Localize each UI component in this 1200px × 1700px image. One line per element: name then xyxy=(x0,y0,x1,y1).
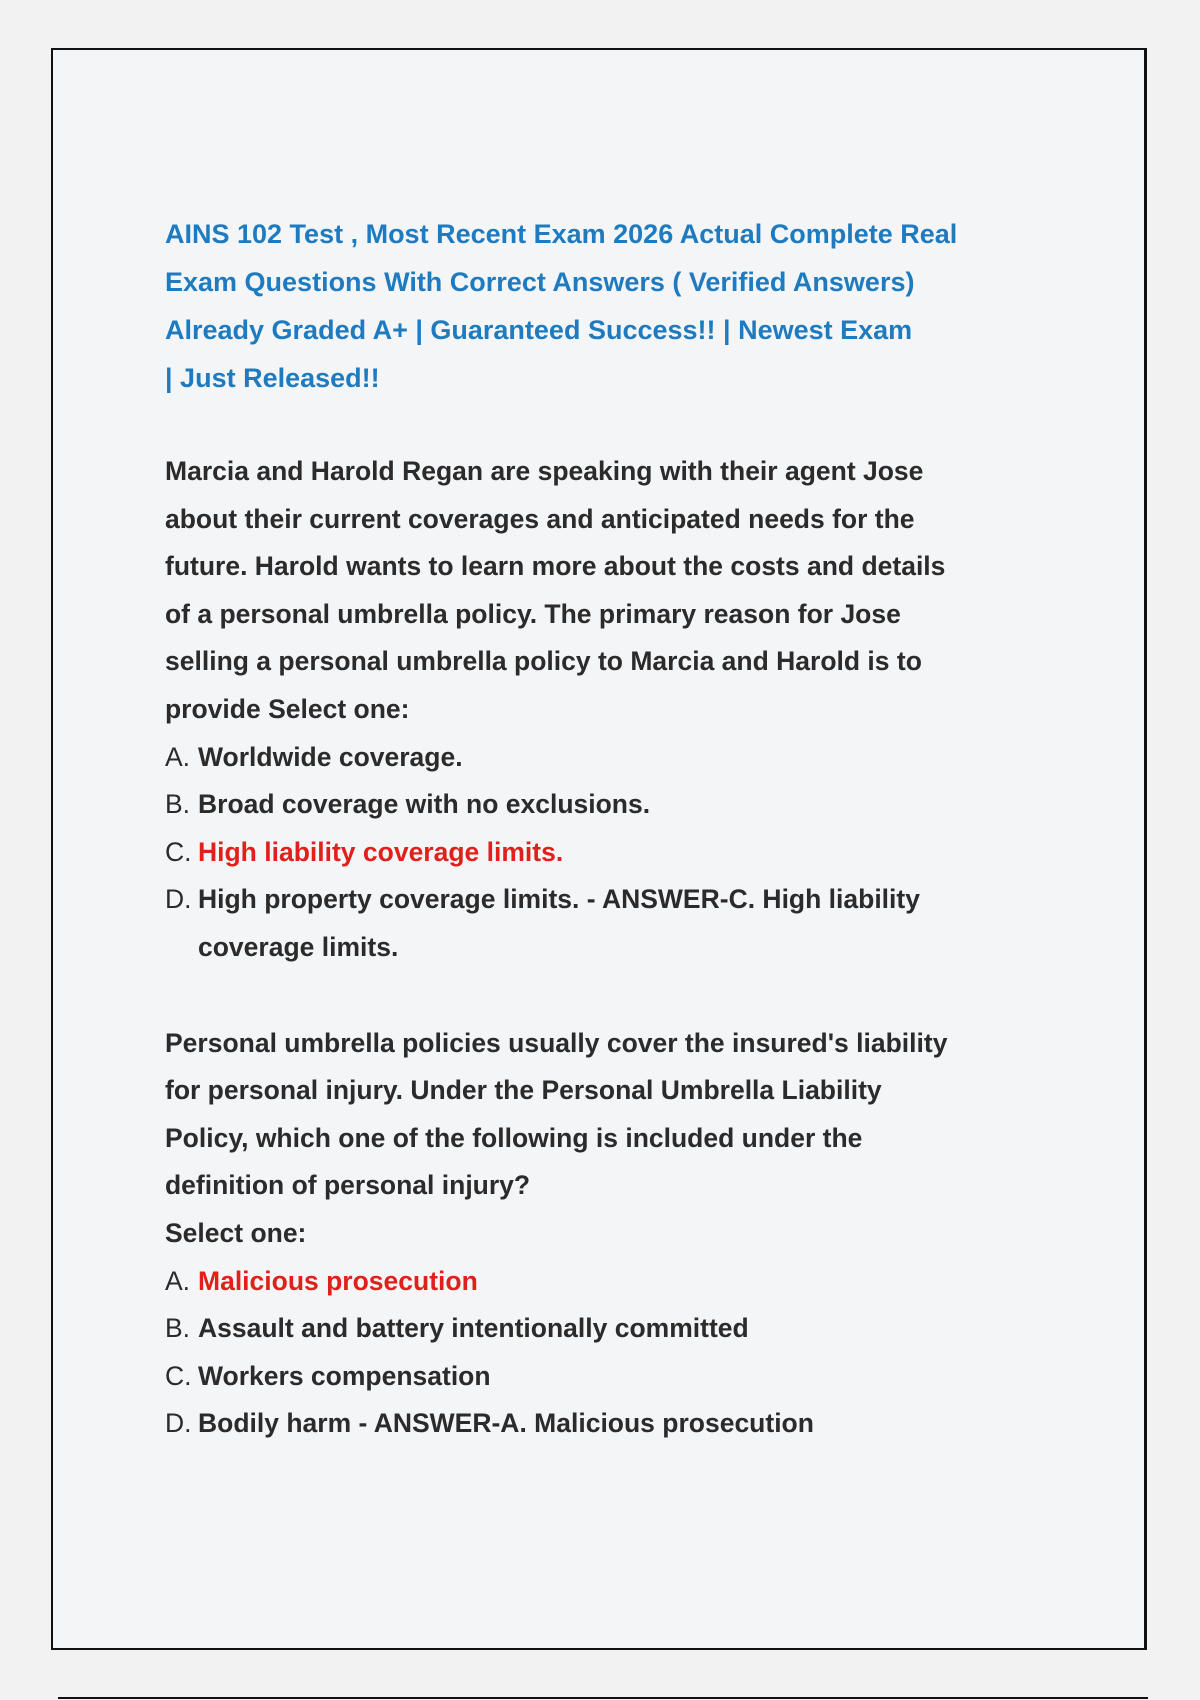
option-text: Assault and battery intentionally committed xyxy=(198,1313,749,1344)
stem-line: Personal umbrella policies usually cover the insured's liability xyxy=(165,1027,948,1058)
title-line: | Just Released!! xyxy=(165,363,380,393)
question-1 xyxy=(165,448,1115,972)
stem-line: Marcia and Harold Regan are speaking with their agent Jose xyxy=(165,456,924,486)
option-letter: D. xyxy=(165,884,192,915)
stem-line: selling a personal umbrella policy to Marcia and Harold is to xyxy=(165,646,922,677)
correct-option-text: High liability coverage limits. xyxy=(198,836,564,867)
stem-line: of a personal umbrella policy. The primary reason for Jose xyxy=(165,598,901,629)
document-title xyxy=(165,210,1115,402)
stem-line: future. Harold wants to learn more about the costs and details xyxy=(165,551,946,582)
option-text: Bodily harm - ANSWER-A. Malicious prosecution xyxy=(198,1408,814,1439)
option-a xyxy=(165,734,1115,782)
stem-line: provide Select one: xyxy=(165,693,410,724)
option-letter: C. xyxy=(165,836,192,867)
question-1-stem xyxy=(165,448,1115,734)
option-letter: A. xyxy=(165,741,191,772)
title-line: Exam Questions With Correct Answers ( Verified Answers) xyxy=(165,267,915,297)
page-bottom-rule xyxy=(58,1697,1148,1699)
title-line: AINS 102 Test , Most Recent Exam 2026 Actual Complete Real xyxy=(165,219,958,249)
question-2 xyxy=(165,1020,1115,1448)
option-text-line: High property coverage limits. - ANSWER-C. High liability xyxy=(198,884,920,915)
stem-line: about their current coverages and anticipated needs for the xyxy=(165,503,915,534)
option-letter: C. xyxy=(165,1360,192,1391)
document-page xyxy=(51,48,1147,1650)
option-letter: B. xyxy=(165,789,191,820)
option-letter: A. xyxy=(165,1265,191,1296)
option-b xyxy=(165,1305,1115,1353)
option-letter: B. xyxy=(165,1313,191,1344)
option-text: Broad coverage with no exclusions. xyxy=(198,789,651,820)
option-text xyxy=(198,876,920,971)
option-c xyxy=(165,1353,1115,1401)
title-line: Already Graded A+ | Guaranteed Success!! | Newest Exam xyxy=(165,315,913,345)
document-content xyxy=(165,210,1115,1448)
stem-line: Policy, which one of the following is included under the xyxy=(165,1122,863,1153)
option-text-line: coverage limits. xyxy=(198,931,399,962)
question-2-stem xyxy=(165,1020,1115,1210)
option-d xyxy=(165,1400,1115,1448)
option-b xyxy=(165,781,1115,829)
option-letter: D. xyxy=(165,1408,192,1439)
question-2-options xyxy=(165,1258,1115,1448)
stem-line: for personal injury. Under the Personal Umbrella Liability xyxy=(165,1075,882,1106)
stem-line: definition of personal injury? xyxy=(165,1170,531,1201)
correct-option-text: Malicious prosecution xyxy=(198,1265,478,1296)
question-1-options xyxy=(165,734,1115,972)
option-a-correct xyxy=(165,1258,1115,1306)
option-text: Worldwide coverage. xyxy=(198,741,463,772)
option-text: Workers compensation xyxy=(198,1360,491,1391)
select-one-label: Select one: xyxy=(165,1217,307,1248)
option-d xyxy=(165,876,1115,971)
option-c-correct xyxy=(165,829,1115,877)
